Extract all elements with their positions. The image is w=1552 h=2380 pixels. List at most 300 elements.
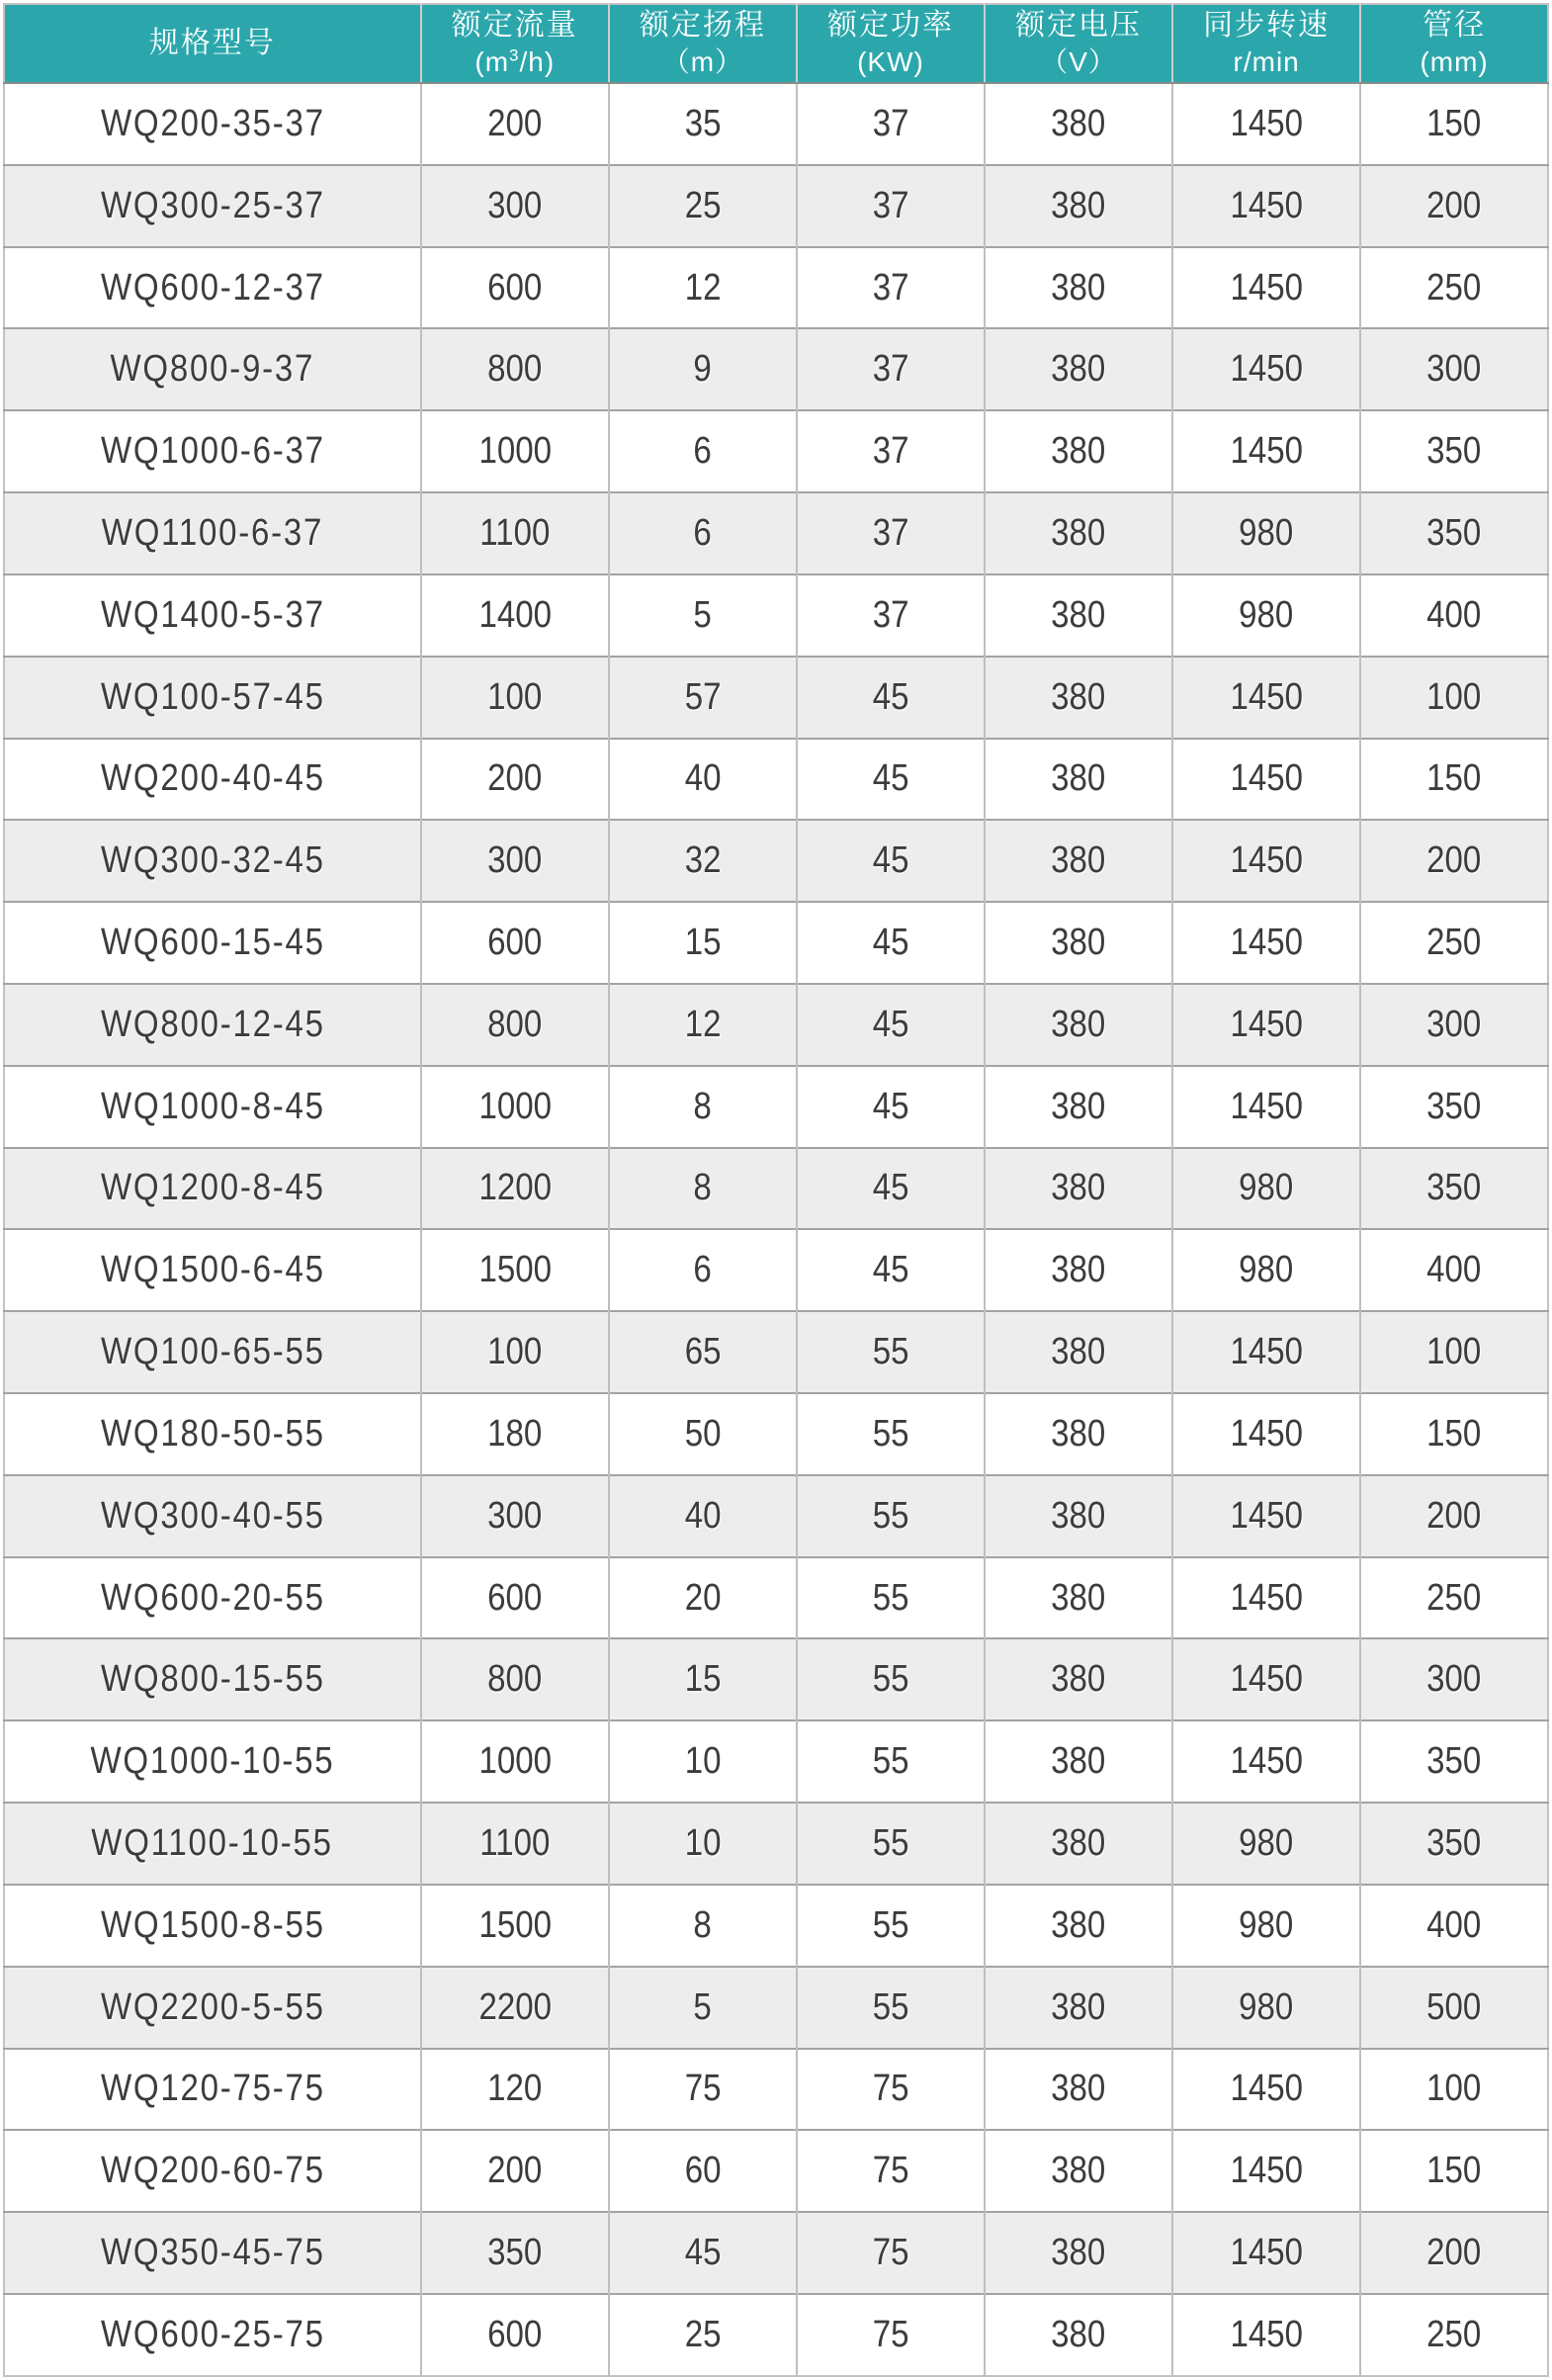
head-cell (609, 1638, 797, 1720)
model-text: WQ200-60-75 (100, 2150, 325, 2192)
flow-cell (421, 1229, 609, 1311)
speed-cell (1172, 1148, 1360, 1230)
head-cell (609, 1148, 797, 1230)
voltage-cell (985, 2049, 1172, 2131)
value-text: 380 (1051, 839, 1106, 882)
value-text: 1000 (477, 1740, 552, 1783)
model-cell (4, 1638, 421, 1720)
column-header-model (4, 4, 421, 83)
power-cell (797, 410, 985, 492)
column-header-voltage (985, 4, 1172, 83)
head-cell (609, 657, 797, 739)
value-text: 380 (1051, 593, 1106, 636)
value-text: 380 (1051, 1576, 1106, 1619)
column-header-diameter (1360, 4, 1548, 83)
power-cell (797, 1229, 985, 1311)
table-row (4, 1720, 1548, 1803)
table-row (4, 657, 1548, 739)
value-text: 380 (1051, 2313, 1106, 2355)
diameter-cell (1360, 2294, 1548, 2376)
value-text: 37 (872, 430, 909, 473)
model-cell (4, 1229, 421, 1311)
column-header-head (609, 4, 797, 83)
column-label: 额定功率 (826, 9, 954, 42)
voltage-cell (985, 165, 1172, 247)
table-header (4, 4, 1548, 83)
value-text: 980 (1239, 511, 1294, 554)
flow-cell (421, 492, 609, 574)
value-text: 20 (684, 1576, 722, 1619)
model-cell (4, 1475, 421, 1557)
table-row (4, 902, 1548, 984)
speed-cell (1172, 739, 1360, 821)
value-text: 1450 (1230, 2068, 1303, 2110)
value-text: 400 (1426, 593, 1482, 636)
model-cell (4, 984, 421, 1066)
value-text: 1100 (479, 1821, 551, 1864)
power-cell (797, 1720, 985, 1803)
value-text: 1450 (1230, 266, 1303, 309)
column-unit: （V） (1040, 46, 1117, 77)
voltage-cell (985, 328, 1172, 410)
value-text: 380 (1051, 1249, 1106, 1291)
value-text: 45 (684, 2232, 722, 2274)
value-text: 300 (487, 1494, 543, 1537)
diameter-cell (1360, 1311, 1548, 1393)
value-text: 350 (1426, 1167, 1482, 1209)
diameter-cell (1360, 1229, 1548, 1311)
value-text: 300 (487, 839, 543, 882)
value-text: 8 (693, 1085, 713, 1127)
value-text: 180 (487, 1412, 543, 1454)
value-text: 1200 (477, 1167, 552, 1209)
flow-cell (421, 739, 609, 821)
value-text: 40 (684, 1494, 722, 1537)
column-label: 同步转速 (1203, 9, 1331, 42)
flow-cell (421, 984, 609, 1066)
value-text: 37 (872, 348, 909, 391)
column-unit: $(m^3/h)$ (474, 45, 556, 77)
diameter-cell (1360, 1475, 1548, 1557)
voltage-cell (985, 492, 1172, 574)
value-text: 75 (872, 2068, 909, 2110)
value-text: 1100 (479, 511, 551, 554)
table-row (4, 1638, 1548, 1720)
speed-cell (1172, 657, 1360, 739)
model-text: WQ100-57-45 (100, 675, 325, 718)
column-unit: r/min (1233, 46, 1300, 77)
head-cell (609, 2049, 797, 2131)
value-text: 980 (1239, 593, 1294, 636)
value-text: 380 (1051, 430, 1106, 473)
value-text: 200 (1426, 2232, 1482, 2274)
speed-cell (1172, 1475, 1360, 1557)
column-label: 额定扬程 (639, 9, 766, 42)
power-cell (797, 247, 985, 329)
flow-cell (421, 410, 609, 492)
column-label: 额定流量 (451, 9, 578, 42)
model-text: WQ800-9-37 (110, 348, 315, 391)
head-cell (609, 1885, 797, 1967)
value-text: 55 (872, 1331, 909, 1373)
model-cell (4, 410, 421, 492)
voltage-cell (985, 902, 1172, 984)
value-text: 45 (872, 1085, 909, 1127)
value-text: 380 (1051, 102, 1106, 144)
flow-cell (421, 2130, 609, 2212)
table-row (4, 1475, 1548, 1557)
value-text: 400 (1426, 1903, 1482, 1946)
value-text: 980 (1239, 1167, 1294, 1209)
speed-cell (1172, 2294, 1360, 2376)
table-row (4, 1148, 1548, 1230)
table-row (4, 820, 1548, 902)
value-text: 6 (693, 430, 713, 473)
value-text: 350 (1426, 430, 1482, 473)
power-cell (797, 2212, 985, 2294)
flow-cell (421, 1311, 609, 1393)
value-text: 350 (1426, 1740, 1482, 1783)
diameter-cell (1360, 1148, 1548, 1230)
model-text: WQ1500-8-55 (100, 1903, 325, 1946)
value-text: 200 (487, 102, 543, 144)
model-cell (4, 657, 421, 739)
model-cell (4, 1885, 421, 1967)
value-text: 100 (1426, 2068, 1482, 2110)
model-text: WQ300-25-37 (100, 184, 325, 226)
model-cell (4, 2049, 421, 2131)
value-text: 15 (684, 922, 722, 964)
column-label: 管径 (1423, 9, 1487, 42)
value-text: 12 (684, 1003, 722, 1045)
column-unit: (KW) (857, 46, 924, 77)
head-cell (609, 1393, 797, 1475)
head-cell (609, 1967, 797, 2049)
model-text: WQ1000-8-45 (100, 1085, 325, 1127)
diameter-cell (1360, 1066, 1548, 1148)
voltage-cell (985, 83, 1172, 165)
value-text: 15 (684, 1658, 722, 1701)
value-text: 55 (872, 1412, 909, 1454)
value-text: 65 (684, 1331, 722, 1373)
diameter-cell (1360, 1557, 1548, 1639)
value-text: 37 (872, 266, 909, 309)
value-text: 50 (684, 1412, 722, 1454)
value-text: 800 (487, 1658, 543, 1701)
value-text: 1450 (1230, 348, 1303, 391)
flow-cell (421, 328, 609, 410)
speed-cell (1172, 984, 1360, 1066)
value-text: 100 (1426, 675, 1482, 718)
table-row (4, 1229, 1548, 1311)
value-text: 300 (487, 184, 543, 226)
value-text: 600 (487, 266, 543, 309)
diameter-cell (1360, 1885, 1548, 1967)
voltage-cell (985, 1885, 1172, 1967)
diameter-cell (1360, 2130, 1548, 2212)
value-text: 380 (1051, 1821, 1106, 1864)
value-text: 980 (1239, 1821, 1294, 1864)
voltage-cell (985, 1475, 1172, 1557)
diameter-cell (1360, 410, 1548, 492)
speed-cell (1172, 1311, 1360, 1393)
value-text: 10 (684, 1740, 722, 1783)
value-text: 75 (872, 2232, 909, 2274)
model-text: WQ800-15-55 (100, 1658, 325, 1701)
value-text: 380 (1051, 184, 1106, 226)
speed-cell (1172, 2130, 1360, 2212)
speed-cell (1172, 492, 1360, 574)
power-cell (797, 165, 985, 247)
value-text: 1450 (1230, 430, 1303, 473)
model-text: WQ1100-6-37 (101, 511, 324, 554)
value-text: 350 (1426, 511, 1482, 554)
head-cell (609, 1720, 797, 1803)
head-cell (609, 739, 797, 821)
value-text: 1450 (1230, 1085, 1303, 1127)
value-text: 380 (1051, 1085, 1106, 1127)
model-cell (4, 2294, 421, 2376)
table-row (4, 1311, 1548, 1393)
value-text: 200 (1426, 184, 1482, 226)
power-cell (797, 984, 985, 1066)
head-cell (609, 247, 797, 329)
value-text: 37 (872, 511, 909, 554)
diameter-cell (1360, 984, 1548, 1066)
column-unit: （m） (661, 46, 744, 77)
model-cell (4, 1557, 421, 1639)
value-text: 380 (1051, 348, 1106, 391)
model-text: WQ300-40-55 (100, 1494, 325, 1537)
column-header-speed (1172, 4, 1360, 83)
value-text: 100 (487, 675, 543, 718)
table-body (4, 83, 1548, 2376)
model-cell (4, 247, 421, 329)
model-cell (4, 492, 421, 574)
power-cell (797, 83, 985, 165)
value-text: 250 (1426, 922, 1482, 964)
value-text: 380 (1051, 2150, 1106, 2192)
model-text: WQ180-50-55 (100, 1412, 325, 1454)
head-cell (609, 574, 797, 657)
value-text: 1450 (1230, 1331, 1303, 1373)
value-text: 5 (693, 593, 713, 636)
flow-cell (421, 1066, 609, 1148)
table-row (4, 1557, 1548, 1639)
power-cell (797, 1311, 985, 1393)
head-cell (609, 410, 797, 492)
diameter-cell (1360, 1967, 1548, 2049)
table-row (4, 410, 1548, 492)
speed-cell (1172, 1638, 1360, 1720)
model-text: WQ600-12-37 (100, 266, 325, 309)
power-cell (797, 328, 985, 410)
diameter-cell (1360, 2212, 1548, 2294)
flow-cell (421, 1638, 609, 1720)
value-text: 380 (1051, 2068, 1106, 2110)
flow-cell (421, 1803, 609, 1885)
value-text: 1450 (1230, 2313, 1303, 2355)
model-text: WQ350-45-75 (100, 2232, 325, 2274)
head-cell (609, 2294, 797, 2376)
value-text: 380 (1051, 1740, 1106, 1783)
value-text: 150 (1426, 2150, 1482, 2192)
value-text: 200 (487, 2150, 543, 2192)
speed-cell (1172, 1720, 1360, 1803)
speed-cell (1172, 247, 1360, 329)
table-row (4, 984, 1548, 1066)
voltage-cell (985, 657, 1172, 739)
model-text: WQ600-25-75 (100, 2313, 325, 2355)
value-text: 6 (693, 511, 713, 554)
voltage-cell (985, 1638, 1172, 1720)
value-text: 380 (1051, 757, 1106, 800)
value-text: 55 (872, 1740, 909, 1783)
model-cell (4, 1066, 421, 1148)
value-text: 45 (872, 1003, 909, 1045)
value-text: 150 (1426, 102, 1482, 144)
value-text: 980 (1239, 1249, 1294, 1291)
speed-cell (1172, 2049, 1360, 2131)
head-cell (609, 83, 797, 165)
value-text: 300 (1426, 1003, 1482, 1045)
model-cell (4, 2212, 421, 2294)
diameter-cell (1360, 2049, 1548, 2131)
value-text: 1450 (1230, 2150, 1303, 2192)
diameter-cell (1360, 657, 1548, 739)
value-text: 1450 (1230, 184, 1303, 226)
voltage-cell (985, 1393, 1172, 1475)
value-text: 75 (872, 2150, 909, 2192)
flow-cell (421, 902, 609, 984)
speed-cell (1172, 574, 1360, 657)
power-cell (797, 1638, 985, 1720)
table-row (4, 492, 1548, 574)
table-row (4, 2049, 1548, 2131)
head-cell (609, 2130, 797, 2212)
value-text: 45 (872, 839, 909, 882)
value-text: 200 (1426, 1494, 1482, 1537)
head-cell (609, 1475, 797, 1557)
diameter-cell (1360, 739, 1548, 821)
model-text: WQ1000-10-55 (90, 1740, 335, 1783)
value-text: 40 (684, 757, 722, 800)
value-text: 150 (1426, 757, 1482, 800)
table-row (4, 1803, 1548, 1885)
flow-cell (421, 2294, 609, 2376)
head-cell (609, 1311, 797, 1393)
voltage-cell (985, 410, 1172, 492)
power-cell (797, 2049, 985, 2131)
model-cell (4, 2130, 421, 2212)
value-text: 1450 (1230, 2232, 1303, 2274)
model-cell (4, 1393, 421, 1475)
model-cell (4, 165, 421, 247)
speed-cell (1172, 1066, 1360, 1148)
model-text: WQ200-40-45 (100, 757, 325, 800)
power-cell (797, 574, 985, 657)
voltage-cell (985, 2130, 1172, 2212)
value-text: 1400 (477, 593, 552, 636)
speed-cell (1172, 1557, 1360, 1639)
value-text: 1500 (477, 1249, 552, 1291)
flow-cell (421, 1475, 609, 1557)
diameter-cell (1360, 165, 1548, 247)
voltage-cell (985, 1803, 1172, 1885)
value-text: 380 (1051, 1985, 1106, 2028)
speed-cell (1172, 83, 1360, 165)
head-cell (609, 165, 797, 247)
header-row (4, 4, 1548, 83)
table-row (4, 1967, 1548, 2049)
value-text: 35 (684, 102, 722, 144)
power-cell (797, 1803, 985, 1885)
value-text: 1450 (1230, 1494, 1303, 1537)
value-text: 12 (684, 266, 722, 309)
value-text: 800 (487, 348, 543, 391)
power-cell (797, 657, 985, 739)
table-row (4, 574, 1548, 657)
value-text: 1450 (1230, 1003, 1303, 1045)
table-row (4, 2294, 1548, 2376)
voltage-cell (985, 1066, 1172, 1148)
value-text: 250 (1426, 1576, 1482, 1619)
table-row (4, 165, 1548, 247)
diameter-cell (1360, 1393, 1548, 1475)
value-text: 250 (1426, 2313, 1482, 2355)
value-text: 25 (684, 184, 722, 226)
flow-cell (421, 2212, 609, 2294)
column-label: 规格型号 (148, 27, 276, 59)
value-text: 380 (1051, 1658, 1106, 1701)
value-text: 120 (487, 2068, 543, 2110)
value-text: 1500 (477, 1903, 552, 1946)
value-text: 10 (684, 1821, 722, 1864)
model-text: WQ600-20-55 (100, 1576, 325, 1619)
value-text: 55 (872, 1576, 909, 1619)
flow-cell (421, 820, 609, 902)
power-cell (797, 1967, 985, 2049)
value-text: 60 (684, 2150, 722, 2192)
value-text: 380 (1051, 922, 1106, 964)
model-text: WQ1100-10-55 (91, 1821, 334, 1864)
model-text: WQ100-65-55 (100, 1331, 325, 1373)
value-text: 800 (487, 1003, 543, 1045)
value-text: 55 (872, 1494, 909, 1537)
model-cell (4, 902, 421, 984)
head-cell (609, 820, 797, 902)
value-text: 9 (693, 348, 713, 391)
value-text: 380 (1051, 511, 1106, 554)
value-text: 980 (1239, 1903, 1294, 1946)
value-text: 380 (1051, 1903, 1106, 1946)
model-cell (4, 574, 421, 657)
power-cell (797, 2130, 985, 2212)
voltage-cell (985, 574, 1172, 657)
value-text: 1450 (1230, 1740, 1303, 1783)
value-text: 8 (693, 1903, 713, 1946)
value-text: 55 (872, 1658, 909, 1701)
value-text: 45 (872, 675, 909, 718)
model-text: WQ300-32-45 (100, 839, 325, 882)
model-text: WQ1500-6-45 (100, 1249, 325, 1291)
voltage-cell (985, 1557, 1172, 1639)
voltage-cell (985, 1229, 1172, 1311)
value-text: 25 (684, 2313, 722, 2355)
table-row (4, 1393, 1548, 1475)
table-row (4, 2130, 1548, 2212)
value-text: 350 (487, 2232, 543, 2274)
